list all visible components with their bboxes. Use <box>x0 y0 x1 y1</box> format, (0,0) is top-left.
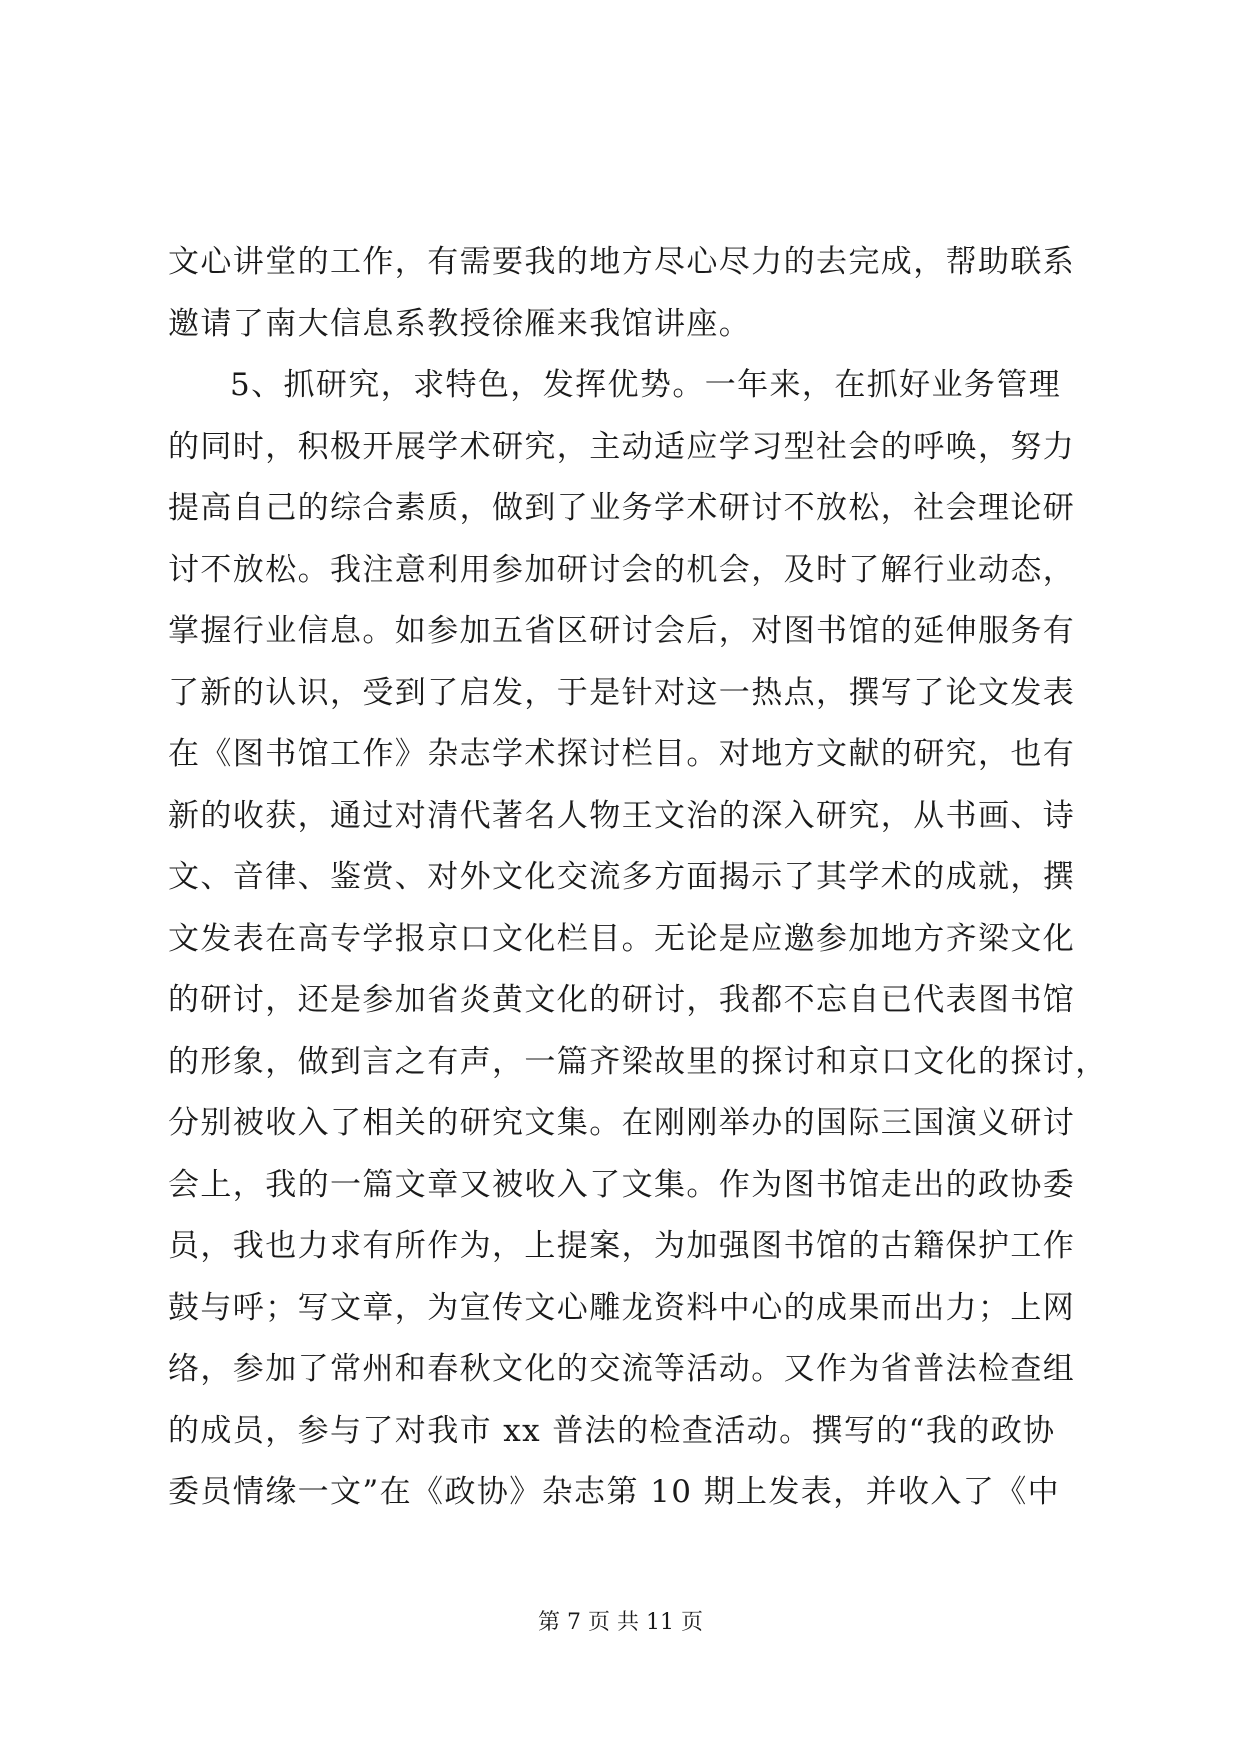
text-line: 分别被收入了相关的研究文集。在刚刚举办的国际三国演义研讨 <box>168 1105 1076 1141</box>
text-line: 文心讲堂的工作，有需要我的地方尽心尽力的去完成，帮助联系 <box>168 244 1076 280</box>
text-line: 的研讨，还是参加省炎黄文化的研讨，我都不忘自已代表图书馆 <box>168 982 1076 1018</box>
page-number-footer: 第 7 页 共 11 页 <box>538 1610 703 1635</box>
text-line: 在《图书馆工作》杂志学术探讨栏目。对地方文献的研究，也有 <box>168 736 1076 772</box>
text-line: 络，参加了常州和春秋文化的交流等活动。又作为省普法检查组 <box>168 1351 1076 1387</box>
text-line: 提高自己的综合素质，做到了业务学术研讨不放松，社会理论研 <box>168 490 1076 526</box>
text-line: 邀请了南大信息系教授徐雁来我馆讲座。 <box>168 305 752 342</box>
text-line: 会上，我的一篇文章又被收入了文集。作为图书馆走出的政协委 <box>168 1166 1076 1203</box>
paragraph-start-line: 5、抓研究，求特色，发挥优势。一年来，在抓好业务管理 <box>230 367 1062 403</box>
text-line: 新的收获，通过对清代著名人物王文治的深入研究，从书画、诗 <box>168 797 1076 834</box>
text-line: 的同时，积极开展学术研究，主动适应学习型社会的呼唤，努力 <box>168 428 1076 465</box>
text-line: 委员情缘一文”在《政协》杂志第 10 期上发表，并收入了《中 <box>168 1474 1060 1510</box>
text-line: 的成员，参与了对我市 xx 普法的检查活动。撰写的“我的政协 <box>168 1412 1056 1449</box>
text-line: 员，我也力求有所作为，上提案，为加强图书馆的古籍保护工作 <box>168 1228 1076 1264</box>
text-line: 掌握行业信息。如参加五省区研讨会后，对图书馆的延伸服务有 <box>168 613 1076 649</box>
text-line: 的形象，做到言之有声，一篇齐梁故里的探讨和京口文化的探讨， <box>168 1043 1108 1080</box>
text-line: 了新的认识，受到了启发，于是针对这一热点，撰写了论文发表 <box>168 674 1076 711</box>
body-text <box>168 232 1108 1524</box>
text-line: 文发表在高专学报京口文化栏目。无论是应邀参加地方齐梁文化 <box>168 920 1076 957</box>
text-line: 文、音律、鉴赏、对外文化交流多方面揭示了其学术的成就，撰 <box>168 859 1076 895</box>
text-line: 鼓与呼；写文章，为宣传文心雕龙资料中心的成果而出力；上网 <box>168 1289 1076 1326</box>
text-line: 讨不放松。我注意利用参加研讨会的机会，及时了解行业动态， <box>168 551 1076 588</box>
